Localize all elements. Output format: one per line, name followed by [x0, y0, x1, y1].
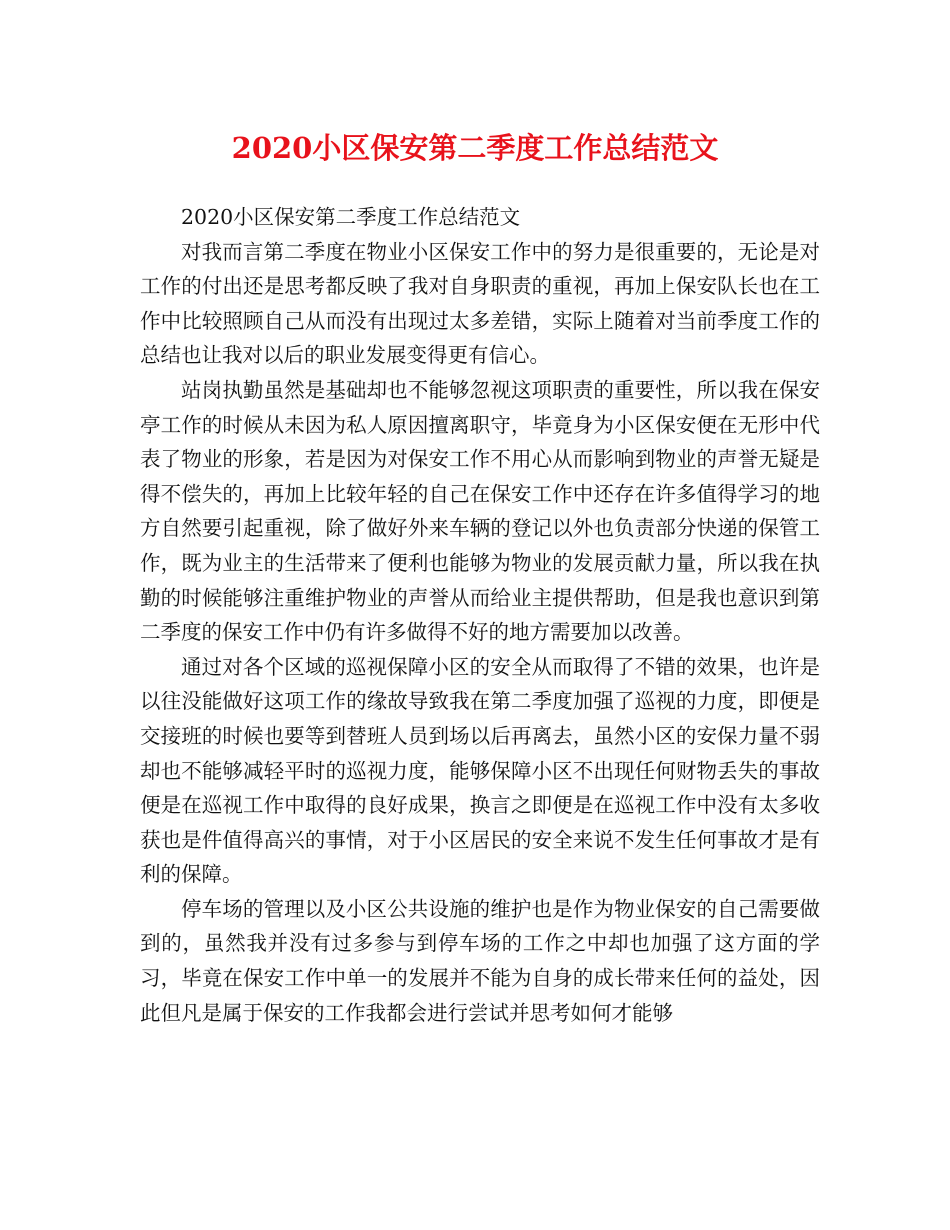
document-body: [140, 200, 820, 1030]
paragraph-subtitle: 2020小区保安第二季度工作总结范文: [181, 205, 521, 229]
paragraph-intro: 对我而言第二季度在物业小区保安工作中的努力是很重要的，无论是对工作的付出还是思考都反映了我对自身职责的重视，再加上保安队长也在工作中比较照顾自己从而没有出现过太多差错，实际上随着对当前季度工作的总结也让我对以后的职业发展变得更有信心。: [140, 239, 820, 368]
paragraph-patrol: 通过对各个区域的巡视保障小区的安全从而取得了不错的效果，也许是以往没能做好这项工作的缘故导致我在第二季度加强了巡视的力度，即便是交接班的时候也要等到替班人员到场以后再离去，虽然小区的安保力量不弱却也不能够减轻平时的巡视力度，能够保障小区不出现任何财物丢失的事故便是在巡视工作中取得的良好成果，换言之即便是在巡视工作中没有太多收获也是件值得高兴的事情，对于小区居民的安全来说不发生任何事故才是有利的保障。: [140, 654, 820, 887]
document-title: 2020小区保安第二季度工作总结范文: [231, 131, 719, 165]
paragraph-duty: 站岗执勤虽然是基础却也不能够忽视这项职责的重要性，所以我在保安亭工作的时候从未因为私人原因擅离职守，毕竟身为小区保安便在无形中代表了物业的形象，若是因为对保安工作不用心从而影响到物业的声誉无疑是得不偿失的，再加上比较年轻的自己在保安工作中还存在许多值得学习的地方自然要引起重视，除了做好外来车辆的登记以外也负责部分快递的保管工作，既为业主的生活带来了便利也能够为物业的发展贡献力量，所以我在执勤的时候能够注重维护物业的声誉从而给业主提供帮助，但是我也意识到第二季度的保安工作中仍有许多做得不好的地方需要加以改善。: [140, 377, 820, 645]
paragraph-parking: 停车场的管理以及小区公共设施的维护也是作为物业保安的自己需要做到的，虽然我并没有过多参与到停车场的工作之中却也加强了这方面的学习，毕竟在保安工作中单一的发展并不能为自身的成长带来任何的益处，因此但凡是属于保安的工作我都会进行尝试并思考如何才能够: [140, 896, 820, 1025]
